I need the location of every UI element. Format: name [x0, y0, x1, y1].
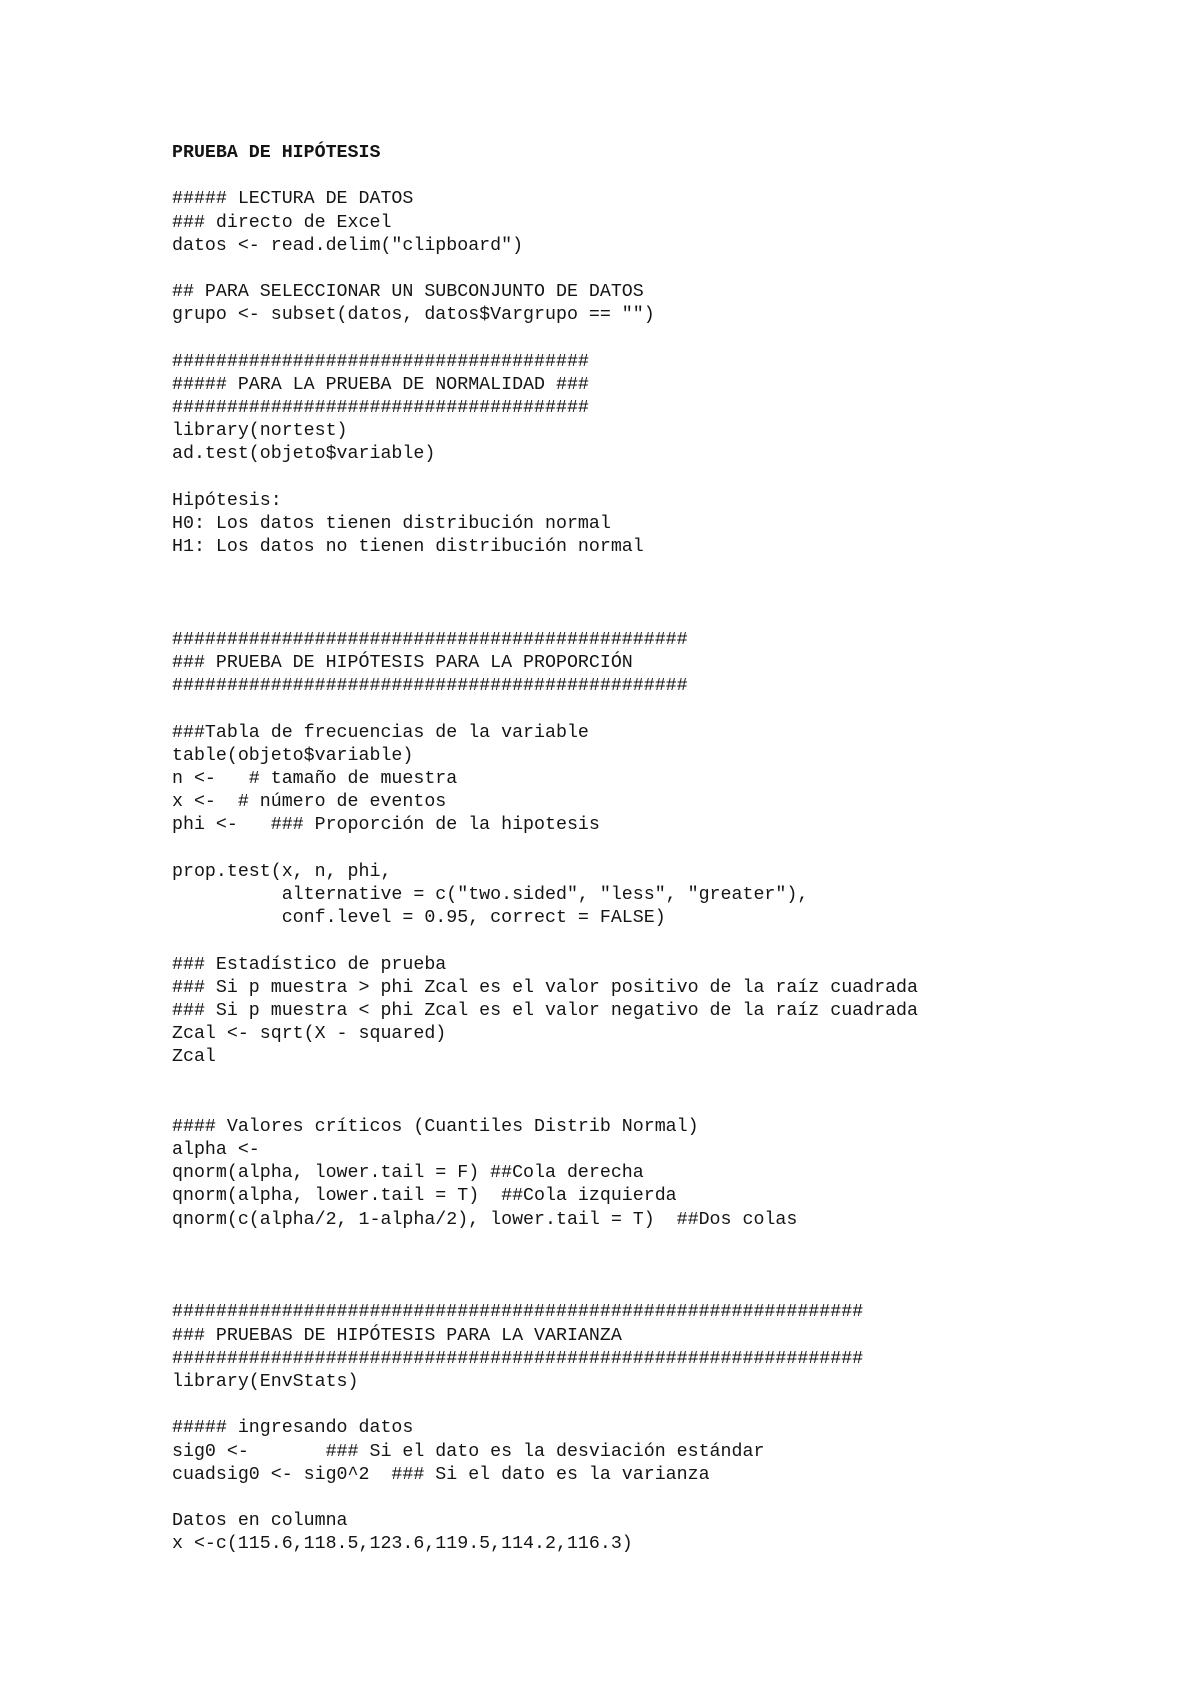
code-line: ###############################################################	[172, 1302, 864, 1323]
code-line: x <- # número de eventos	[172, 792, 447, 813]
code-line: ### Si p muestra > phi Zcal es el valor positivo de la raíz cuadrada	[172, 977, 918, 998]
code-line: H1: Los datos no tienen distribución normal	[172, 537, 644, 558]
code-line: ###############################################################	[172, 1348, 864, 1369]
code-line: ### directo de Excel	[172, 212, 392, 233]
code-line: table(objeto$variable)	[172, 745, 414, 766]
code-block-prop-test	[172, 861, 1172, 931]
code-line: H0: Los datos tienen distribución normal	[172, 514, 611, 534]
code-line: ###Tabla de frecuencias de la variable	[172, 722, 589, 743]
code-line: sig0 <- ### Si el dato es la desviación estándar	[172, 1441, 765, 1462]
code-block-valores-criticos	[172, 1116, 1172, 1232]
code-line: ##### ingresando datos	[172, 1418, 414, 1439]
code-line: grupo <- subset(datos, datos$Vargrupo == "")	[172, 305, 655, 326]
code-line: Zcal <- sqrt(X - squared)	[172, 1024, 447, 1045]
code-line: ###############################################	[172, 676, 688, 697]
text-block-hipotesis	[172, 490, 1172, 560]
code-line: ###############################################	[172, 629, 688, 650]
section-header-proporcion	[172, 629, 1172, 699]
code-line: ### PRUEBAS DE HIPÓTESIS PARA LA VARIANZA	[172, 1325, 622, 1346]
code-line: cuadsig0 <- sig0^2 ### Si el dato es la varianza	[172, 1464, 710, 1485]
code-line: ######################################	[172, 398, 589, 419]
code-line: qnorm(c(alpha/2, 1-alpha/2), lower.tail = T) ##Dos colas	[172, 1209, 798, 1230]
document-title: PRUEBA DE HIPÓTESIS	[172, 143, 381, 163]
code-line: ##### PARA LA PRUEBA DE NORMALIDAD ###	[172, 374, 589, 395]
code-line: ##### LECTURA DE DATOS	[172, 189, 414, 210]
code-line: conf.level = 0.95, correct = FALSE)	[172, 908, 666, 929]
code-line: Zcal	[172, 1047, 216, 1068]
code-line: alternative = c("two.sided", "less", "greater"),	[172, 885, 809, 906]
code-line: library(nortest)	[172, 421, 348, 442]
code-line: #### Valores críticos (Cuantiles Distrib Normal)	[172, 1116, 699, 1137]
code-line: phi <- ### Proporción de la hipotesis	[172, 815, 600, 836]
code-line: qnorm(alpha, lower.tail = F) ##Cola derecha	[172, 1163, 644, 1184]
code-line: ######################################	[172, 351, 589, 372]
code-line: ### Si p muestra < phi Zcal es el valor negativo de la raíz cuadrada	[172, 1000, 918, 1021]
code-line: ### Estadístico de prueba	[172, 954, 447, 975]
code-block-ingresando-datos	[172, 1417, 1172, 1487]
code-block-datos-columna	[172, 1510, 1172, 1556]
code-line: n <- # tamaño de muestra	[172, 769, 458, 790]
code-line: Datos en columna	[172, 1511, 348, 1532]
code-block-lectura	[172, 188, 1172, 258]
code-line: x <-c(115.6,118.5,123.6,119.5,114.2,116.3)	[172, 1534, 633, 1555]
section-header-varianza	[172, 1301, 1172, 1394]
document-page	[172, 142, 1172, 1557]
code-line: library(EnvStats)	[172, 1372, 359, 1393]
code-line: ad.test(objeto$variable)	[172, 444, 436, 465]
code-block-estadistico	[172, 954, 1172, 1070]
code-block-frecuencias	[172, 722, 1172, 838]
code-line: prop.test(x, n, phi,	[172, 861, 392, 882]
code-line: ### PRUEBA DE HIPÓTESIS PARA LA PROPORCIÓN	[172, 653, 633, 674]
code-line: ## PARA SELECCIONAR UN SUBCONJUNTO DE DATOS	[172, 282, 644, 303]
code-line: qnorm(alpha, lower.tail = T) ##Cola izquierda	[172, 1186, 677, 1207]
code-line: Hipótesis:	[172, 490, 282, 511]
code-block-normalidad	[172, 351, 1172, 467]
code-block-subconjunto	[172, 281, 1172, 327]
code-line: alpha <-	[172, 1140, 260, 1161]
code-line: datos <- read.delim("clipboard")	[172, 235, 524, 256]
